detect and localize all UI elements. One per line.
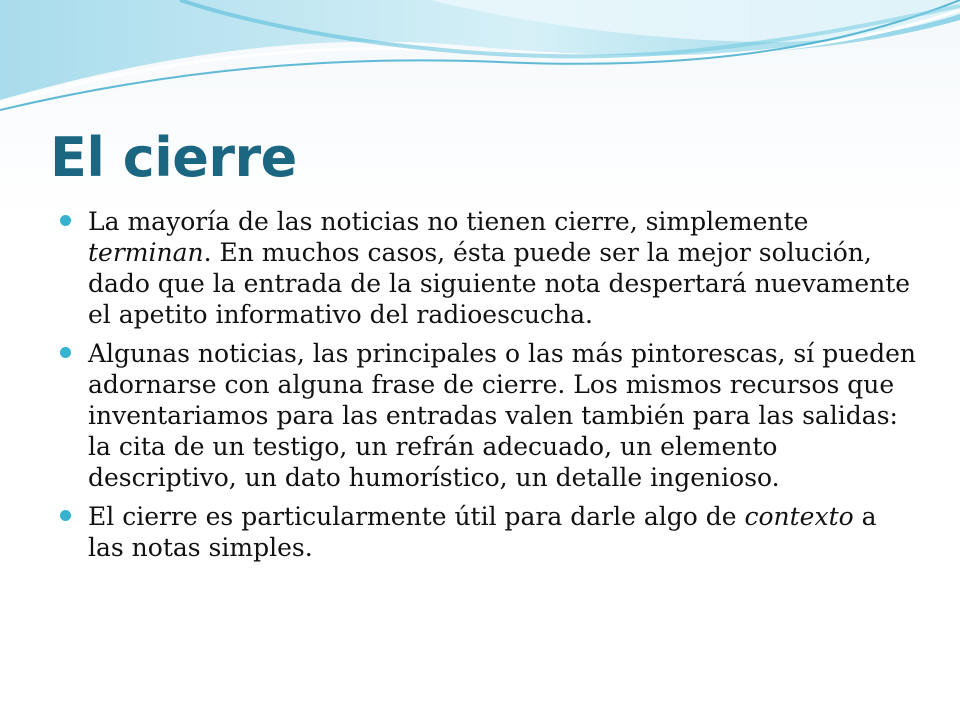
header-wave-decoration: [0, 0, 960, 120]
bullet-item: [58, 338, 918, 493]
bullet-list: [58, 206, 918, 571]
bullet-item: [58, 206, 918, 330]
bullet-dot-icon: [60, 510, 71, 521]
bullet-text: a las notas simples.: [88, 502, 877, 562]
bullet-text: . En muchos casos, ésta puede ser la mejor solución, dado que la entrada de la siguiente nota despertará nuevamente el apetito informativo del radioescucha.: [88, 238, 911, 329]
bullet-emphasis: contexto: [744, 502, 854, 531]
bullet-text: La mayoría de las noticias no tienen cierre, simplemente: [88, 207, 809, 236]
slide-title: El cierre: [50, 126, 297, 189]
bullet-emphasis: terminan: [88, 238, 204, 267]
bullet-text: El cierre es particularmente útil para darle algo de: [88, 502, 745, 531]
bullet-item: [58, 501, 918, 563]
bullet-text: Algunas noticias, las principales o las más pintorescas, sí pueden adornarse con alguna frase de cierre. Los mismos recursos que inventariamos para las entradas valen también para las salidas: la cita de un testigo, un refrán adecuado, un elemento descriptivo, un dato humorístico, un detalle ingenioso.: [88, 339, 916, 492]
bullet-dot-icon: [60, 347, 71, 358]
bullet-dot-icon: [60, 215, 71, 226]
